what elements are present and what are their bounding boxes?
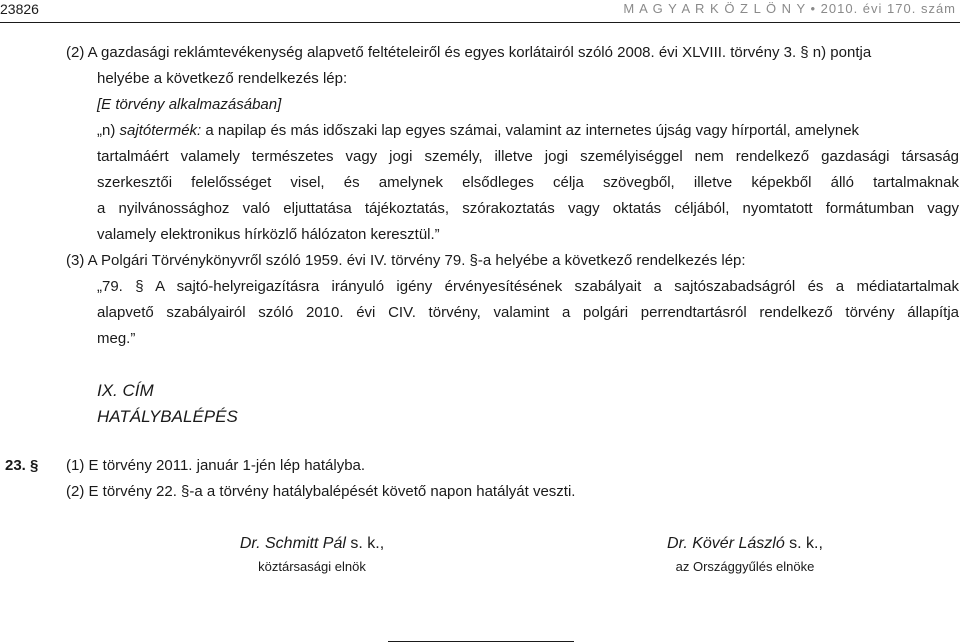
definition-line-2: tartalmáért valamely természetes vagy jogi személy, illetve jogi személyiséggel nem rendelkező gazdasági társaság	[97, 148, 959, 165]
chapter-title: HATÁLYBALÉPÉS	[97, 407, 238, 426]
signature-left-line	[170, 535, 454, 553]
para2-line2: helyébe a következő rendelkezés lép:	[97, 70, 348, 87]
para2-context: [E törvény alkalmazásában]	[97, 96, 282, 113]
definition-line-1	[97, 118, 859, 144]
definition-term: sajtótermék:	[119, 122, 202, 139]
footer-rule	[388, 641, 574, 642]
section-23-label: 23. §	[5, 457, 39, 474]
para3-line3: alapvető szabályairól szóló 2010. évi CIV. törvény, valamint a polgári perrendtartásról rendelkező törvény állapítja	[97, 304, 959, 321]
definition-line-4: a nyilvánossághoz való eljuttatása tájékoztatás, szórakoztatás vagy oktatás céljából, nyomtatott formátumban vagy	[97, 200, 959, 217]
section-23-item-1: (1) E törvény 2011. január 1-jén lép hatályba.	[66, 457, 366, 474]
para3-line1: (3) A Polgári Törvénykönyvről szóló 1959. évi IV. törvény 79. §-a helyébe a következő rendelkezés lép:	[66, 252, 746, 269]
definition-line-5: valamely elektronikus hírközlő hálózaton keresztül.”	[97, 226, 440, 243]
definition-line-3: szerkesztői felelősséget visel, és amelynek elsődleges célja szövegből, illetve képekből álló tartalmaknak	[97, 174, 959, 191]
signature-left	[170, 535, 454, 574]
para3-line4: meg.”	[97, 330, 136, 347]
signature-right-line	[603, 535, 887, 553]
signature-left-suffix: s. k.,	[345, 535, 385, 552]
page-number: 23826	[0, 1, 39, 17]
definition-line-1-rest: a napilap és más időszaki lap egyes számai, valamint az internetes újság vagy hírportál, amelynek	[205, 122, 860, 139]
signature-right-name: Dr. Kövér László	[667, 535, 785, 552]
para3-line2: „79. § A sajtó-helyreigazításra irányuló igény érvényesítésének szabályait a sajtószabadságról és a médiatartalmak	[97, 278, 959, 295]
publication-header: M A G Y A R K Ö Z L Ö N Y • 2010. évi 170. szám	[623, 1, 956, 16]
header-rule	[0, 22, 960, 23]
signature-right	[603, 535, 887, 574]
chapter-number: IX. CÍM	[97, 381, 154, 400]
signature-right-suffix: s. k.,	[784, 535, 823, 552]
para2-line1: (2) A gazdasági reklámtevékenység alapvető feltételeiről és egyes korlátairól szóló 2008. évi XLVIII. törvény 3. § n) pontja	[66, 44, 872, 61]
signature-right-role: az Országgyűlés elnöke	[675, 559, 815, 574]
section-23-item-2: (2) E törvény 22. §-a a törvény hatálybalépését követő napon hatályát veszti.	[66, 483, 576, 500]
signature-left-name: Dr. Schmitt Pál	[239, 535, 346, 552]
definition-prefix: „n)	[97, 122, 116, 139]
signature-left-role: köztársasági elnök	[258, 559, 366, 574]
